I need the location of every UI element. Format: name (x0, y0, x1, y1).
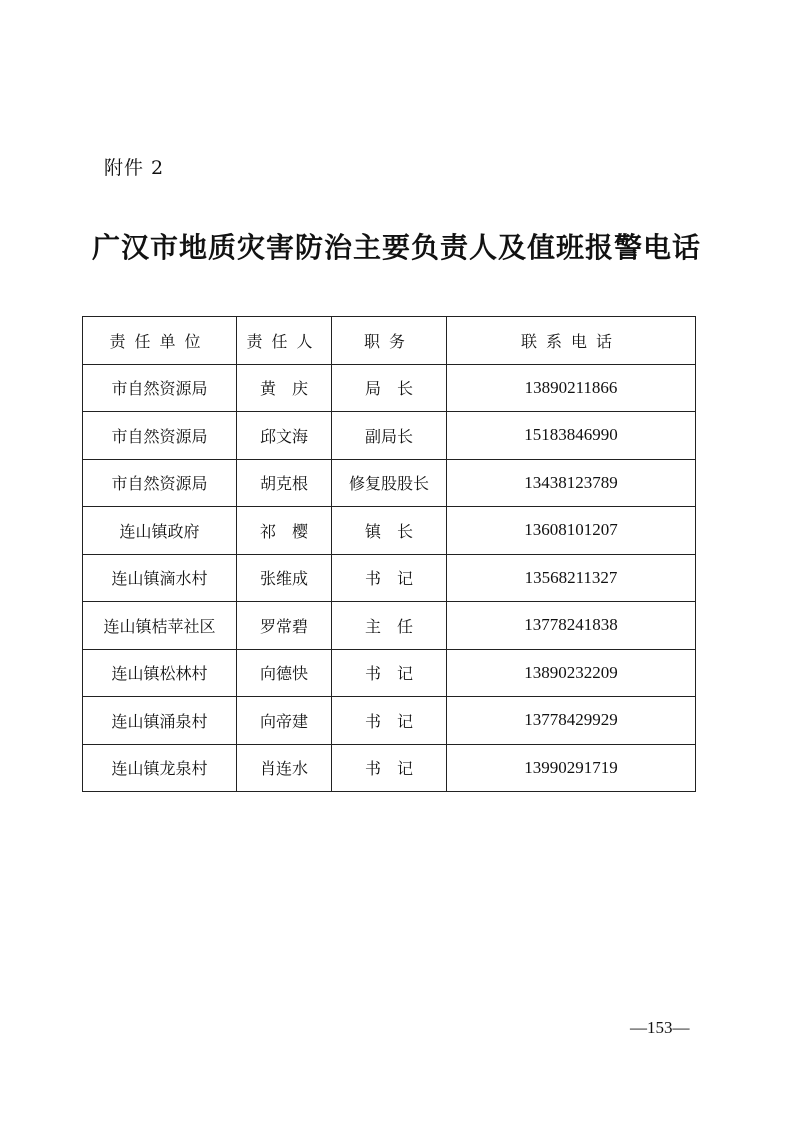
cell-person: 胡克根 (237, 459, 332, 507)
cell-position: 书 记 (332, 744, 447, 792)
cell-position: 局 长 (332, 364, 447, 412)
cell-unit: 连山镇桔苹社区 (83, 602, 237, 650)
cell-position: 副局长 (332, 412, 447, 460)
header-person: 责任人 (237, 317, 332, 365)
table-row (83, 554, 696, 602)
cell-position: 主 任 (332, 602, 447, 650)
attachment-label: 附件 2 (104, 157, 165, 179)
page-number: —153— (630, 1018, 690, 1037)
table-row (83, 602, 696, 650)
contact-table (82, 316, 696, 792)
cell-person: 张维成 (237, 554, 332, 602)
cell-unit: 连山镇龙泉村 (83, 744, 237, 792)
cell-phone: 13890211866 (447, 364, 696, 412)
cell-phone: 13438123789 (447, 459, 696, 507)
cell-person: 肖连水 (237, 744, 332, 792)
cell-phone: 13890232209 (447, 649, 696, 697)
cell-unit: 连山镇政府 (83, 507, 237, 555)
cell-unit: 连山镇滴水村 (83, 554, 237, 602)
header-phone: 联系电话 (447, 317, 696, 365)
cell-phone: 13778241838 (447, 602, 696, 650)
table-row (83, 507, 696, 555)
header-unit: 责任单位 (83, 317, 237, 365)
cell-position: 书 记 (332, 649, 447, 697)
cell-person: 向德快 (237, 649, 332, 697)
table-row (83, 412, 696, 460)
cell-position: 书 记 (332, 697, 447, 745)
cell-person: 黄 庆 (237, 364, 332, 412)
table-row (83, 649, 696, 697)
table-row (83, 744, 696, 792)
cell-unit: 市自然资源局 (83, 412, 237, 460)
cell-person: 向帝建 (237, 697, 332, 745)
cell-position: 修复股股长 (332, 459, 447, 507)
cell-phone: 13778429929 (447, 697, 696, 745)
cell-position: 书 记 (332, 554, 447, 602)
cell-position: 镇 长 (332, 507, 447, 555)
cell-unit: 连山镇松林村 (83, 649, 237, 697)
header-position: 职务 (332, 317, 447, 365)
cell-phone: 13990291719 (447, 744, 696, 792)
cell-phone: 15183846990 (447, 412, 696, 460)
table-header-row (83, 317, 696, 365)
table-row (83, 364, 696, 412)
table-row (83, 697, 696, 745)
cell-phone: 13568211327 (447, 554, 696, 602)
cell-phone: 13608101207 (447, 507, 696, 555)
cell-person: 祁 樱 (237, 507, 332, 555)
cell-unit: 市自然资源局 (83, 364, 237, 412)
table-row (83, 459, 696, 507)
document-title: 广汉市地质灾害防治主要负责人及值班报警电话 (91, 231, 701, 264)
cell-person: 罗常碧 (237, 602, 332, 650)
cell-unit: 连山镇涌泉村 (83, 697, 237, 745)
cell-unit: 市自然资源局 (83, 459, 237, 507)
cell-person: 邱文海 (237, 412, 332, 460)
